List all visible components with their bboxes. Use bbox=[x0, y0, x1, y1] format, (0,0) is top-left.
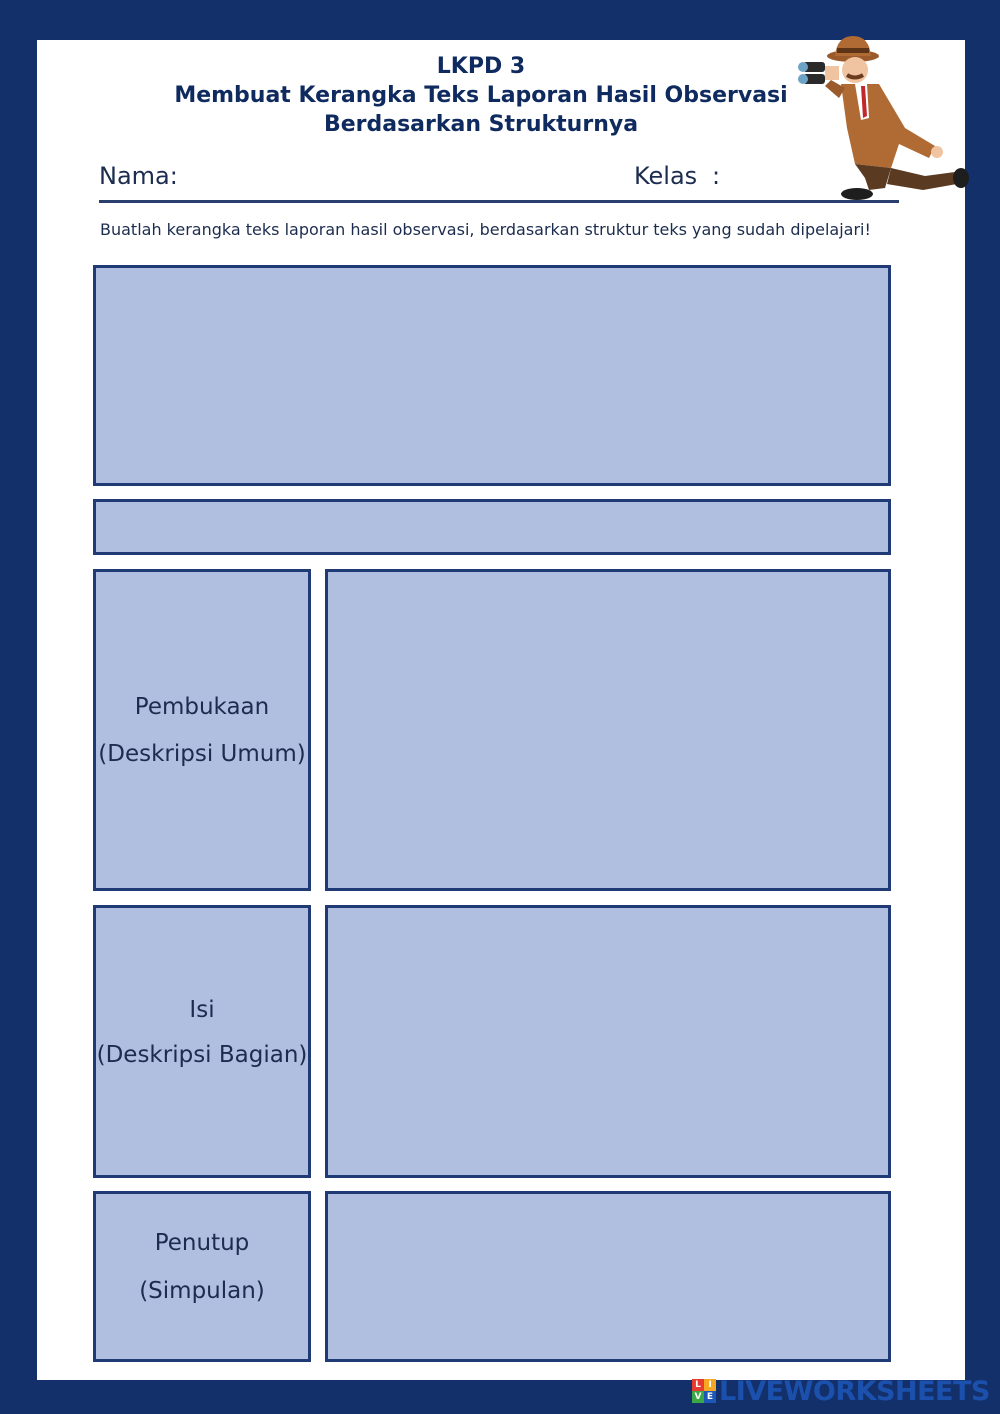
worksheet-page bbox=[37, 40, 965, 1380]
section-name: Penutup bbox=[154, 1230, 250, 1256]
logo-letter: I bbox=[704, 1379, 716, 1391]
instruction-text: Buatlah kerangka teks laporan hasil observasi, berdasarkan struktur teks yang sudah dipelajari! bbox=[100, 220, 871, 239]
section-label-pembukaan bbox=[93, 569, 311, 891]
liveworksheets-watermark bbox=[692, 1376, 990, 1406]
subtitle-answer-box[interactable] bbox=[93, 499, 891, 555]
section-label-penutup bbox=[93, 1191, 311, 1362]
section-description: (Deskripsi Bagian) bbox=[96, 1042, 308, 1068]
section-description: (Deskripsi Umum) bbox=[98, 741, 306, 767]
worksheet-subtitle: Berdasarkan Strukturnya bbox=[323, 112, 639, 137]
liveworksheets-logo-icon bbox=[692, 1379, 716, 1403]
logo-letter: E bbox=[704, 1391, 716, 1403]
logo-letter: V bbox=[692, 1391, 704, 1403]
title-block bbox=[37, 52, 925, 139]
pembukaan-answer-box[interactable] bbox=[325, 569, 891, 891]
penutup-answer-box[interactable] bbox=[325, 1191, 891, 1362]
isi-answer-box[interactable] bbox=[325, 905, 891, 1178]
section-name: Pembukaan bbox=[134, 694, 270, 720]
worksheet-number: LKPD 3 bbox=[436, 54, 526, 79]
worksheet-title: Membuat Kerangka Teks Laporan Hasil Observasi bbox=[174, 83, 788, 108]
kelas-colon: : bbox=[712, 162, 721, 190]
detective-with-binoculars-icon bbox=[795, 28, 970, 208]
name-class-underline bbox=[99, 200, 899, 203]
watermark-text: LIVEWORKSHEETS bbox=[719, 1375, 990, 1407]
section-label-isi bbox=[93, 905, 311, 1178]
nama-label: Nama: bbox=[99, 162, 178, 190]
kelas-label: Kelas bbox=[634, 162, 698, 190]
section-description: (Simpulan) bbox=[139, 1278, 265, 1304]
logo-letter: L bbox=[692, 1379, 704, 1391]
section-name: Isi bbox=[189, 997, 215, 1023]
title-answer-box[interactable] bbox=[93, 265, 891, 486]
